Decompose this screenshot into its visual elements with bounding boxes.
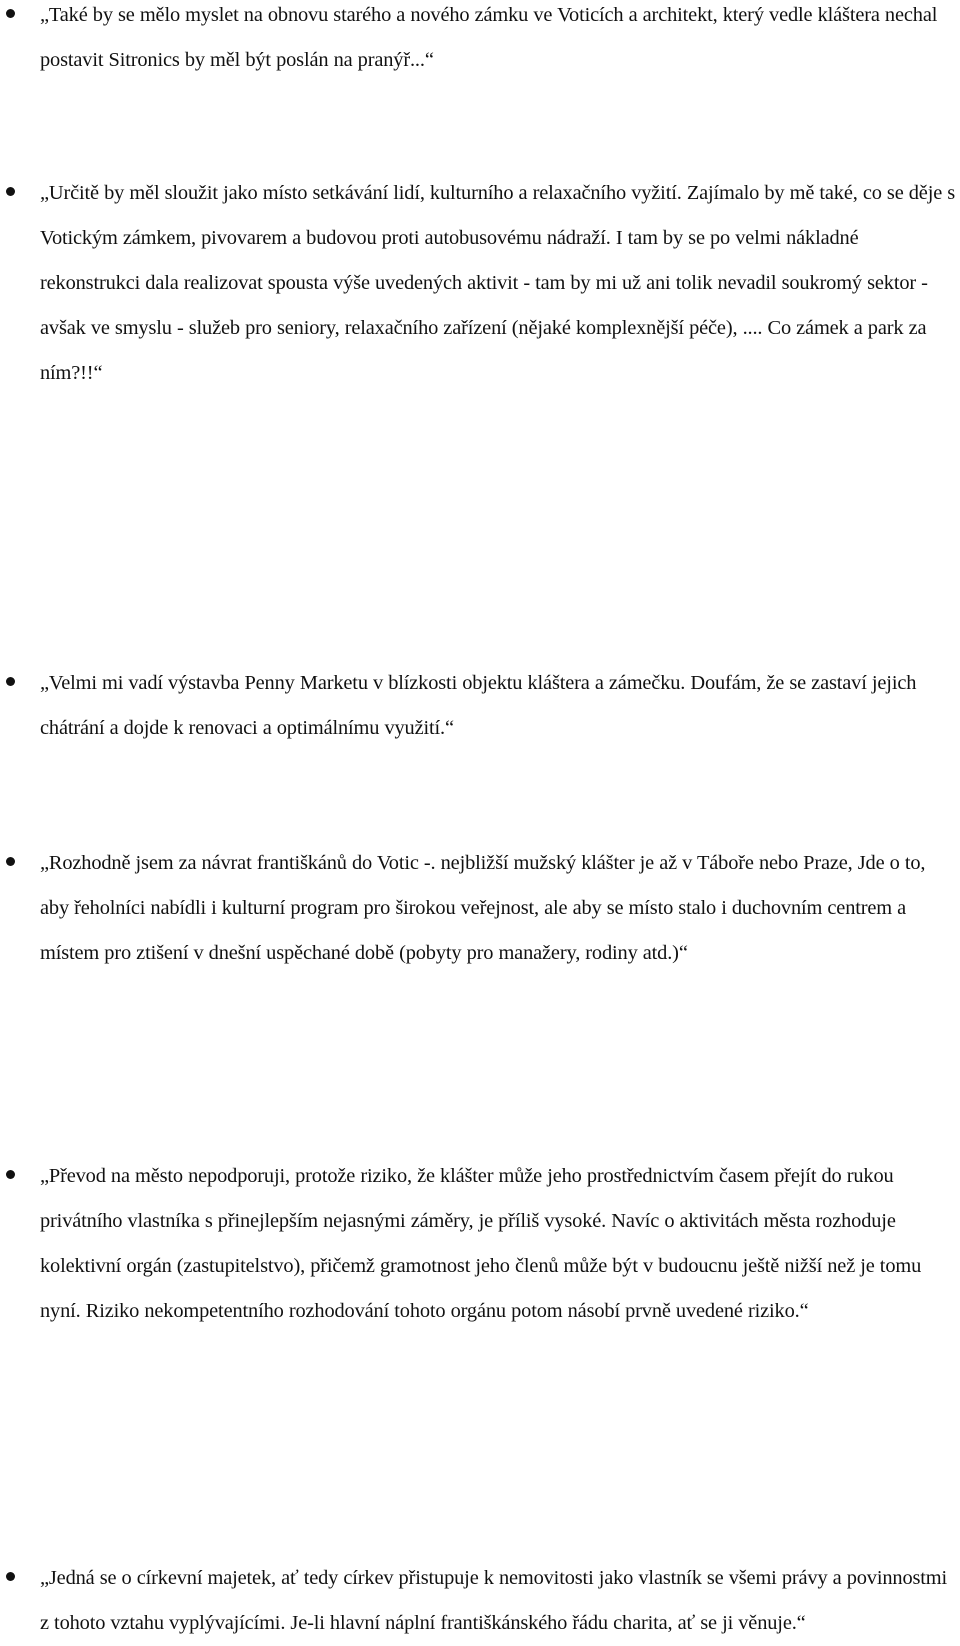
bullet-icon: [6, 1170, 15, 1179]
list-item: [40, 1556, 958, 1646]
quote-text: „Převod na město nepodporuji, protože riziko, že klášter může jeho prostřednictvím časem přejít do rukou privátního vlastníka s přinejlepším nejasnými záměry, je příliš vysoké. Navíc o aktivitách města rozhoduje kolektivní orgán (zastupitelstvo), přičemž gramotnost jeho členů může být v budoucnu ještě nižší než je tomu nyní. Riziko nekompetentního rozhodování tohoto orgánu potom násobí prvně uvedené riziko.“: [40, 1165, 922, 1322]
list-item: [40, 0, 958, 83]
bullet-icon: [6, 857, 15, 866]
quote-text: „Jedná se o církevní majetek, ať tedy církev přistupuje k nemovitosti jako vlastník se všemi právy a povinnostmi z tohoto vztahu vyplývajícími. Je-li hlavní náplní františkánského řádu charita, ať se ji věnuje.“: [40, 1567, 948, 1634]
list-item: [40, 841, 958, 976]
bullet-icon: [6, 1572, 15, 1581]
quote-text: „Rozhodně jsem za návrat františkánů do Votic -. nejbližší mužský klášter je až v Táboře nebo Praze, Jde o to, aby řeholníci nabídli i kulturní program pro širokou veřejnost, ale aby se místo stalo i duchovním centrem a místem pro ztišení v dnešní uspěchané době (pobyty pro manažery, rodiny atd.)“: [40, 852, 926, 964]
list-item: [40, 661, 958, 751]
quote-text: „Velmi mi vadí výstavba Penny Marketu v blízkosti objektu kláštera a zámečku. Doufám, že se zastaví jejich chátrání a dojde k renovaci a optimálnímu využití.“: [40, 672, 917, 739]
bullet-icon: [6, 677, 15, 686]
bullet-icon: [6, 9, 15, 18]
bullet-icon: [6, 187, 15, 196]
quote-text: „Určitě by měl sloužit jako místo setkávání lidí, kulturního a relaxačního vyžití. Zajímalo by mě také, co se děje s Votickým zámkem, pivovarem a budovou proti autobusovému nádraží. I tam by se po velmi nákladné rekonstrukci dala realizovat spousta výše uvedených aktivit - tam by mi už ani tolik nevadil soukromý sektor - avšak ve smyslu - služeb pro seniory, relaxačního zařízení (nějaké komplexnější péče), .... Co zámek a park za ním?!!“: [40, 182, 956, 384]
quote-text: „Také by se mělo myslet na obnovu starého a nového zámku ve Voticích a architekt, který vedle kláštera nechal postavit Sitronics by měl být poslán na pranýř...“: [40, 4, 938, 71]
list-item: [40, 1154, 958, 1334]
list-item: [40, 171, 958, 396]
